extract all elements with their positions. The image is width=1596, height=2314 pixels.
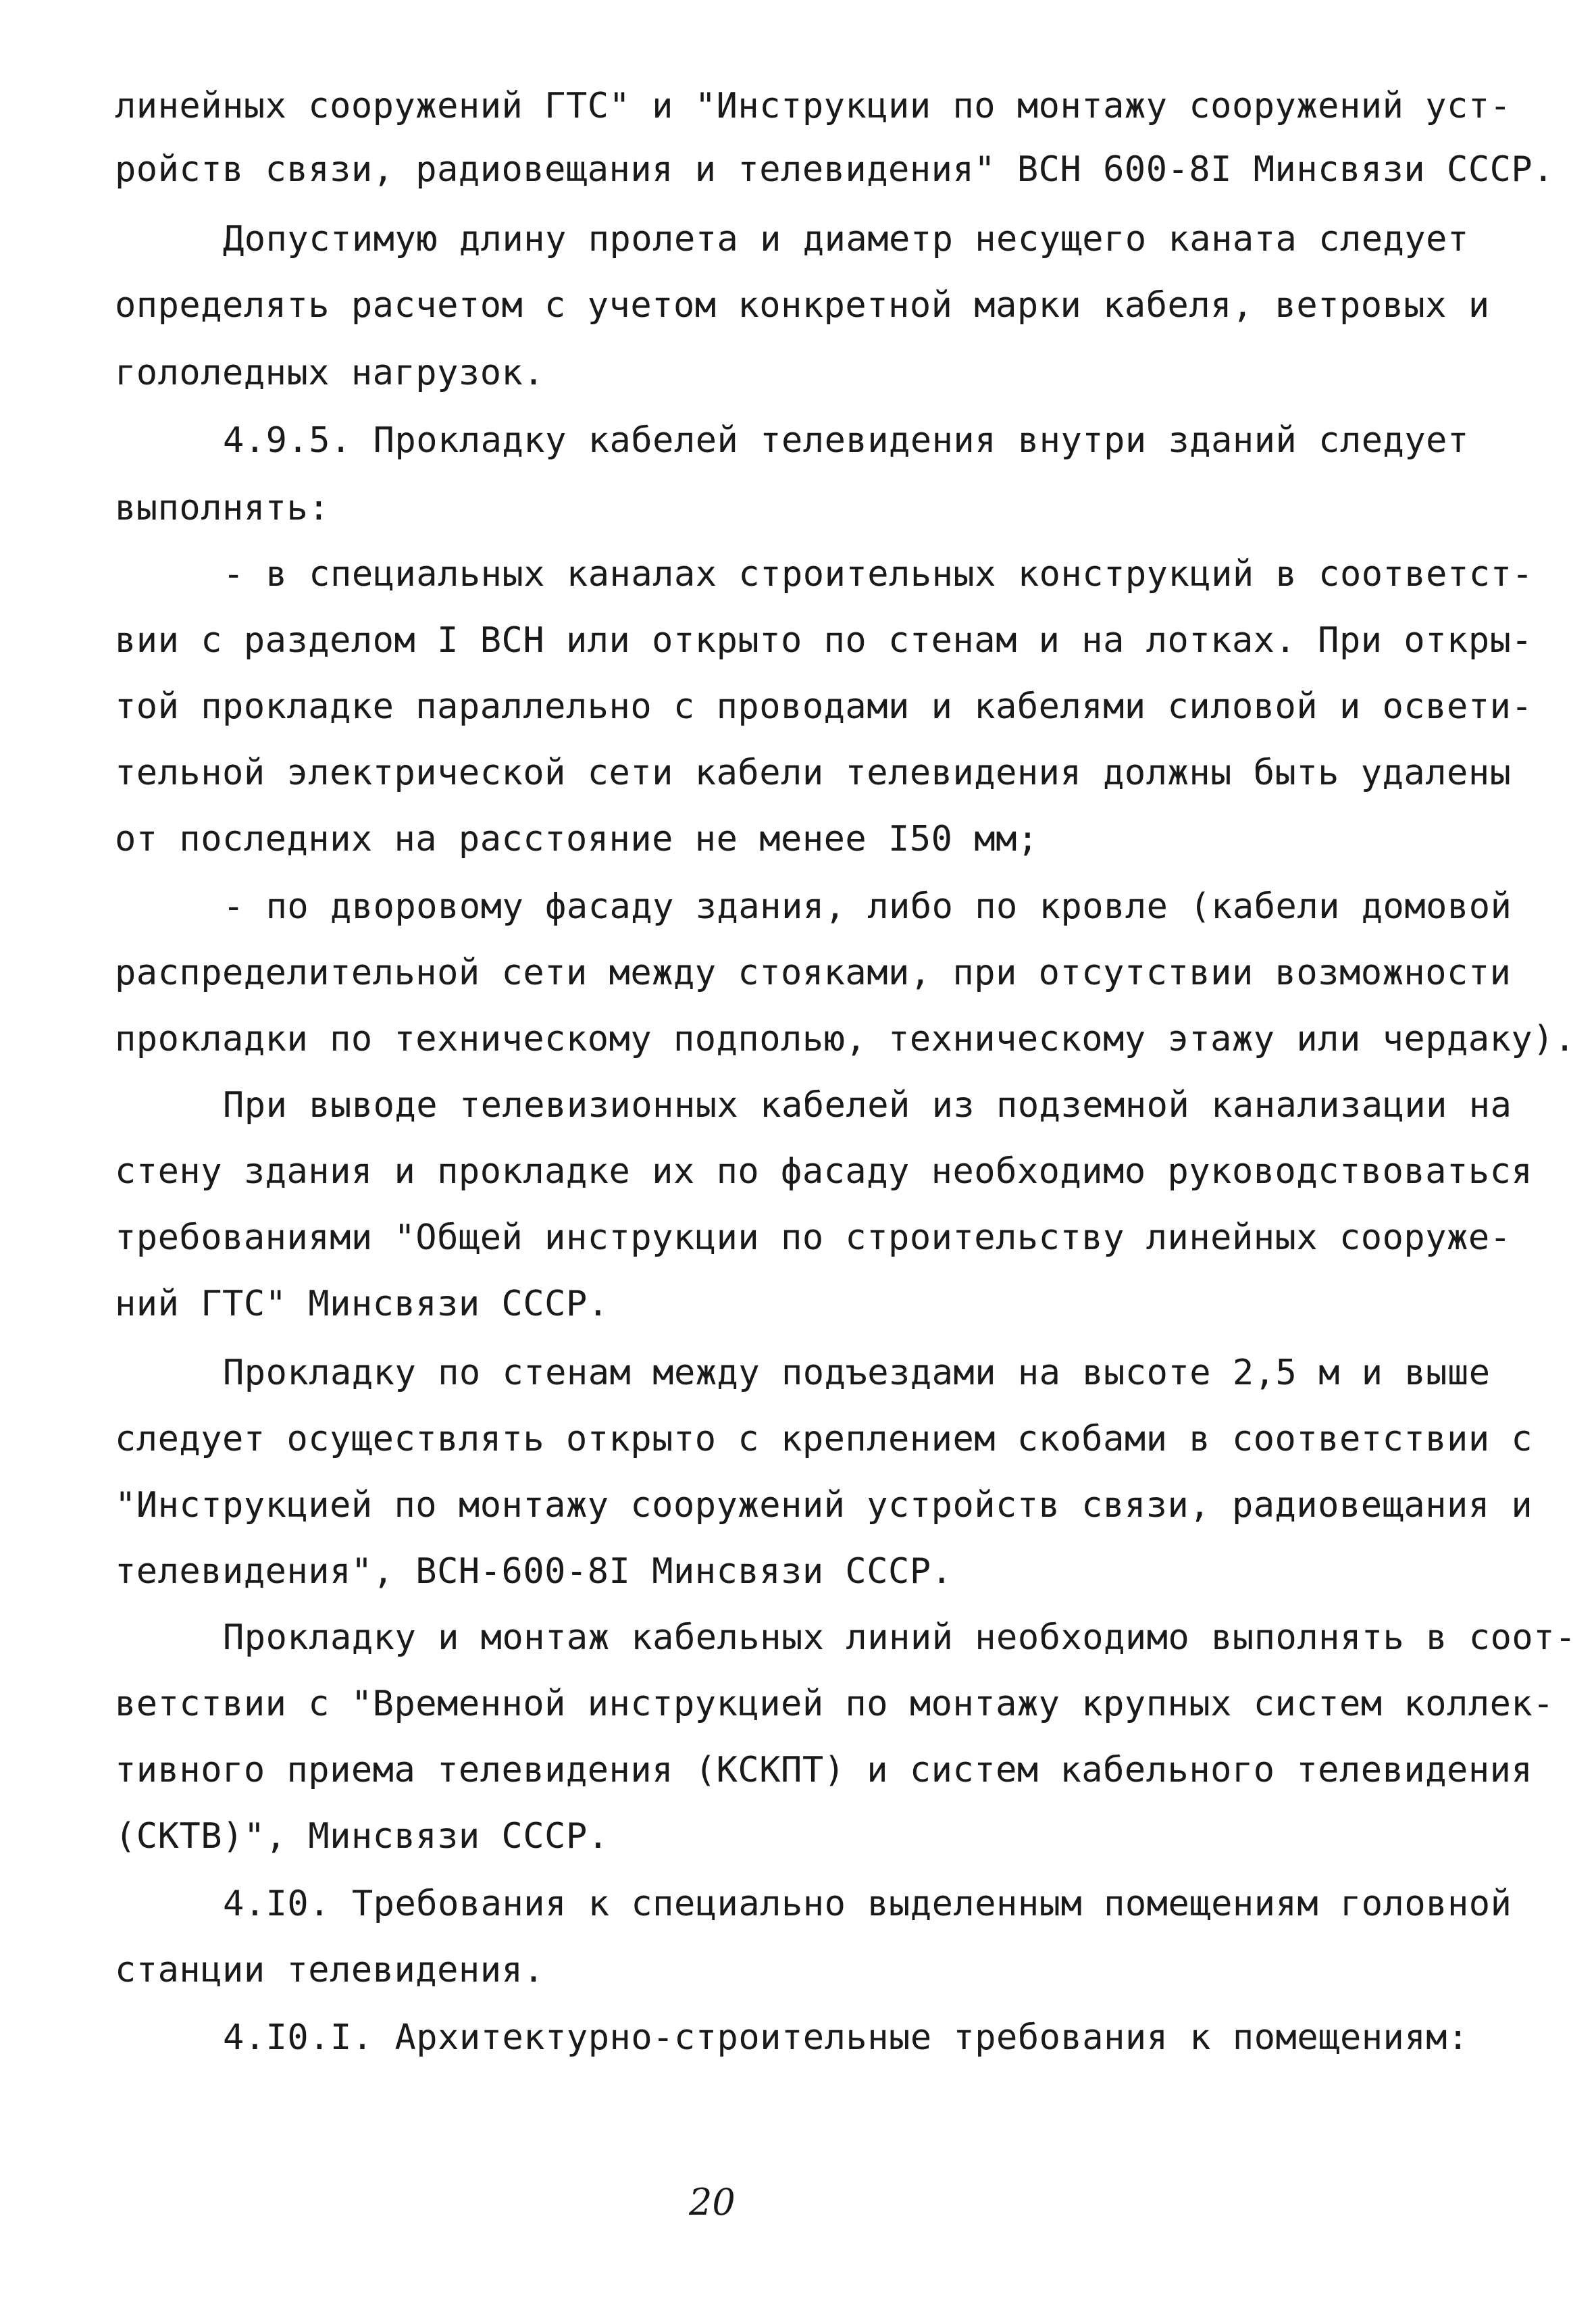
text-line: ветствии с "Временной инструкцией по монтажу крупных систем коллек- [115,1684,1555,1724]
text-line: ройств связи, радиовещания и телевидения" ВСН 600-8I Минсвязи СССР. [115,149,1555,190]
text-line: стену здания и прокладке их по фасаду необходимо руководствоваться [115,1151,1533,1192]
text-line: вии с разделом I ВСН или открыто по стенам и на лотках. При откры- [115,620,1533,661]
text-line: (СКТВ)", Минсвязи СССР. [115,1816,609,1857]
text-line: гололедных нагрузок. [115,353,545,393]
section-heading-4-9-5: 4.9.5. Прокладку кабелей телевидения внутри зданий следует [223,420,1469,461]
text-line: "Инструкцией по монтажу сооружений устройств связи, радиовещания и [115,1485,1533,1526]
text-line: распределительной сети между стояками, при отсутствии возможности [115,953,1512,993]
text-line: линейных сооружений ГТС" и "Инструкции по монтажу сооружений уст- [115,86,1512,126]
text-line: Прокладку и монтаж кабельных линий необходимо выполнять в соот- [223,1617,1576,1658]
text-line: тивного приема телевидения (КСКПТ) и систем кабельного телевидения [115,1750,1533,1790]
text-line: определять расчетом с учетом конкретной марки кабеля, ветровых и [115,285,1490,326]
text-line: тельной электрической сети кабели телевидения должны быть удалены [115,753,1512,793]
page-number: 20 [689,2181,736,2223]
text-line: той прокладке параллельно с проводами и кабелями силовой и освети- [115,686,1533,727]
list-item: - в специальных каналах строительных конструкций в соответст- [223,554,1534,595]
text-line: следует осуществлять открыто с креплением скобами в соответствии с [115,1419,1533,1459]
list-item: - по дворовому фасаду здания, либо по кровле (кабели домовой [223,886,1512,927]
text-line: Допустимую длину пролета и диаметр несущего каната следует [223,219,1469,259]
text-line: При выводе телевизионных кабелей из подземной канализации на [223,1085,1512,1126]
text-line: требованиями "Общей инструкции по строительству линейных сооруже- [115,1217,1512,1258]
text-line: выполнять: [115,488,330,528]
text-line: ний ГТС" Минсвязи СССР. [115,1284,609,1324]
text-line: станции телевидения. [115,1950,545,1990]
text-line: телевидения", ВСН-600-8I Минсвязи СССР. [115,1551,953,1592]
text-line: прокладки по техническому подполью, техническому этажу или чердаку). [115,1019,1576,1059]
section-heading-4-10: 4.I0. Требования к специально выделенным помещениям головной [223,1884,1512,1924]
text-line: Прокладку по стенам между подъездами на высоте 2,5 м и выше [223,1353,1491,1393]
section-heading-4-10-1: 4.I0.I. Архитектурно-строительные требования к помещениям: [223,2017,1469,2058]
text-line: от последних на расстояние не менее I50 мм; [115,819,1039,859]
